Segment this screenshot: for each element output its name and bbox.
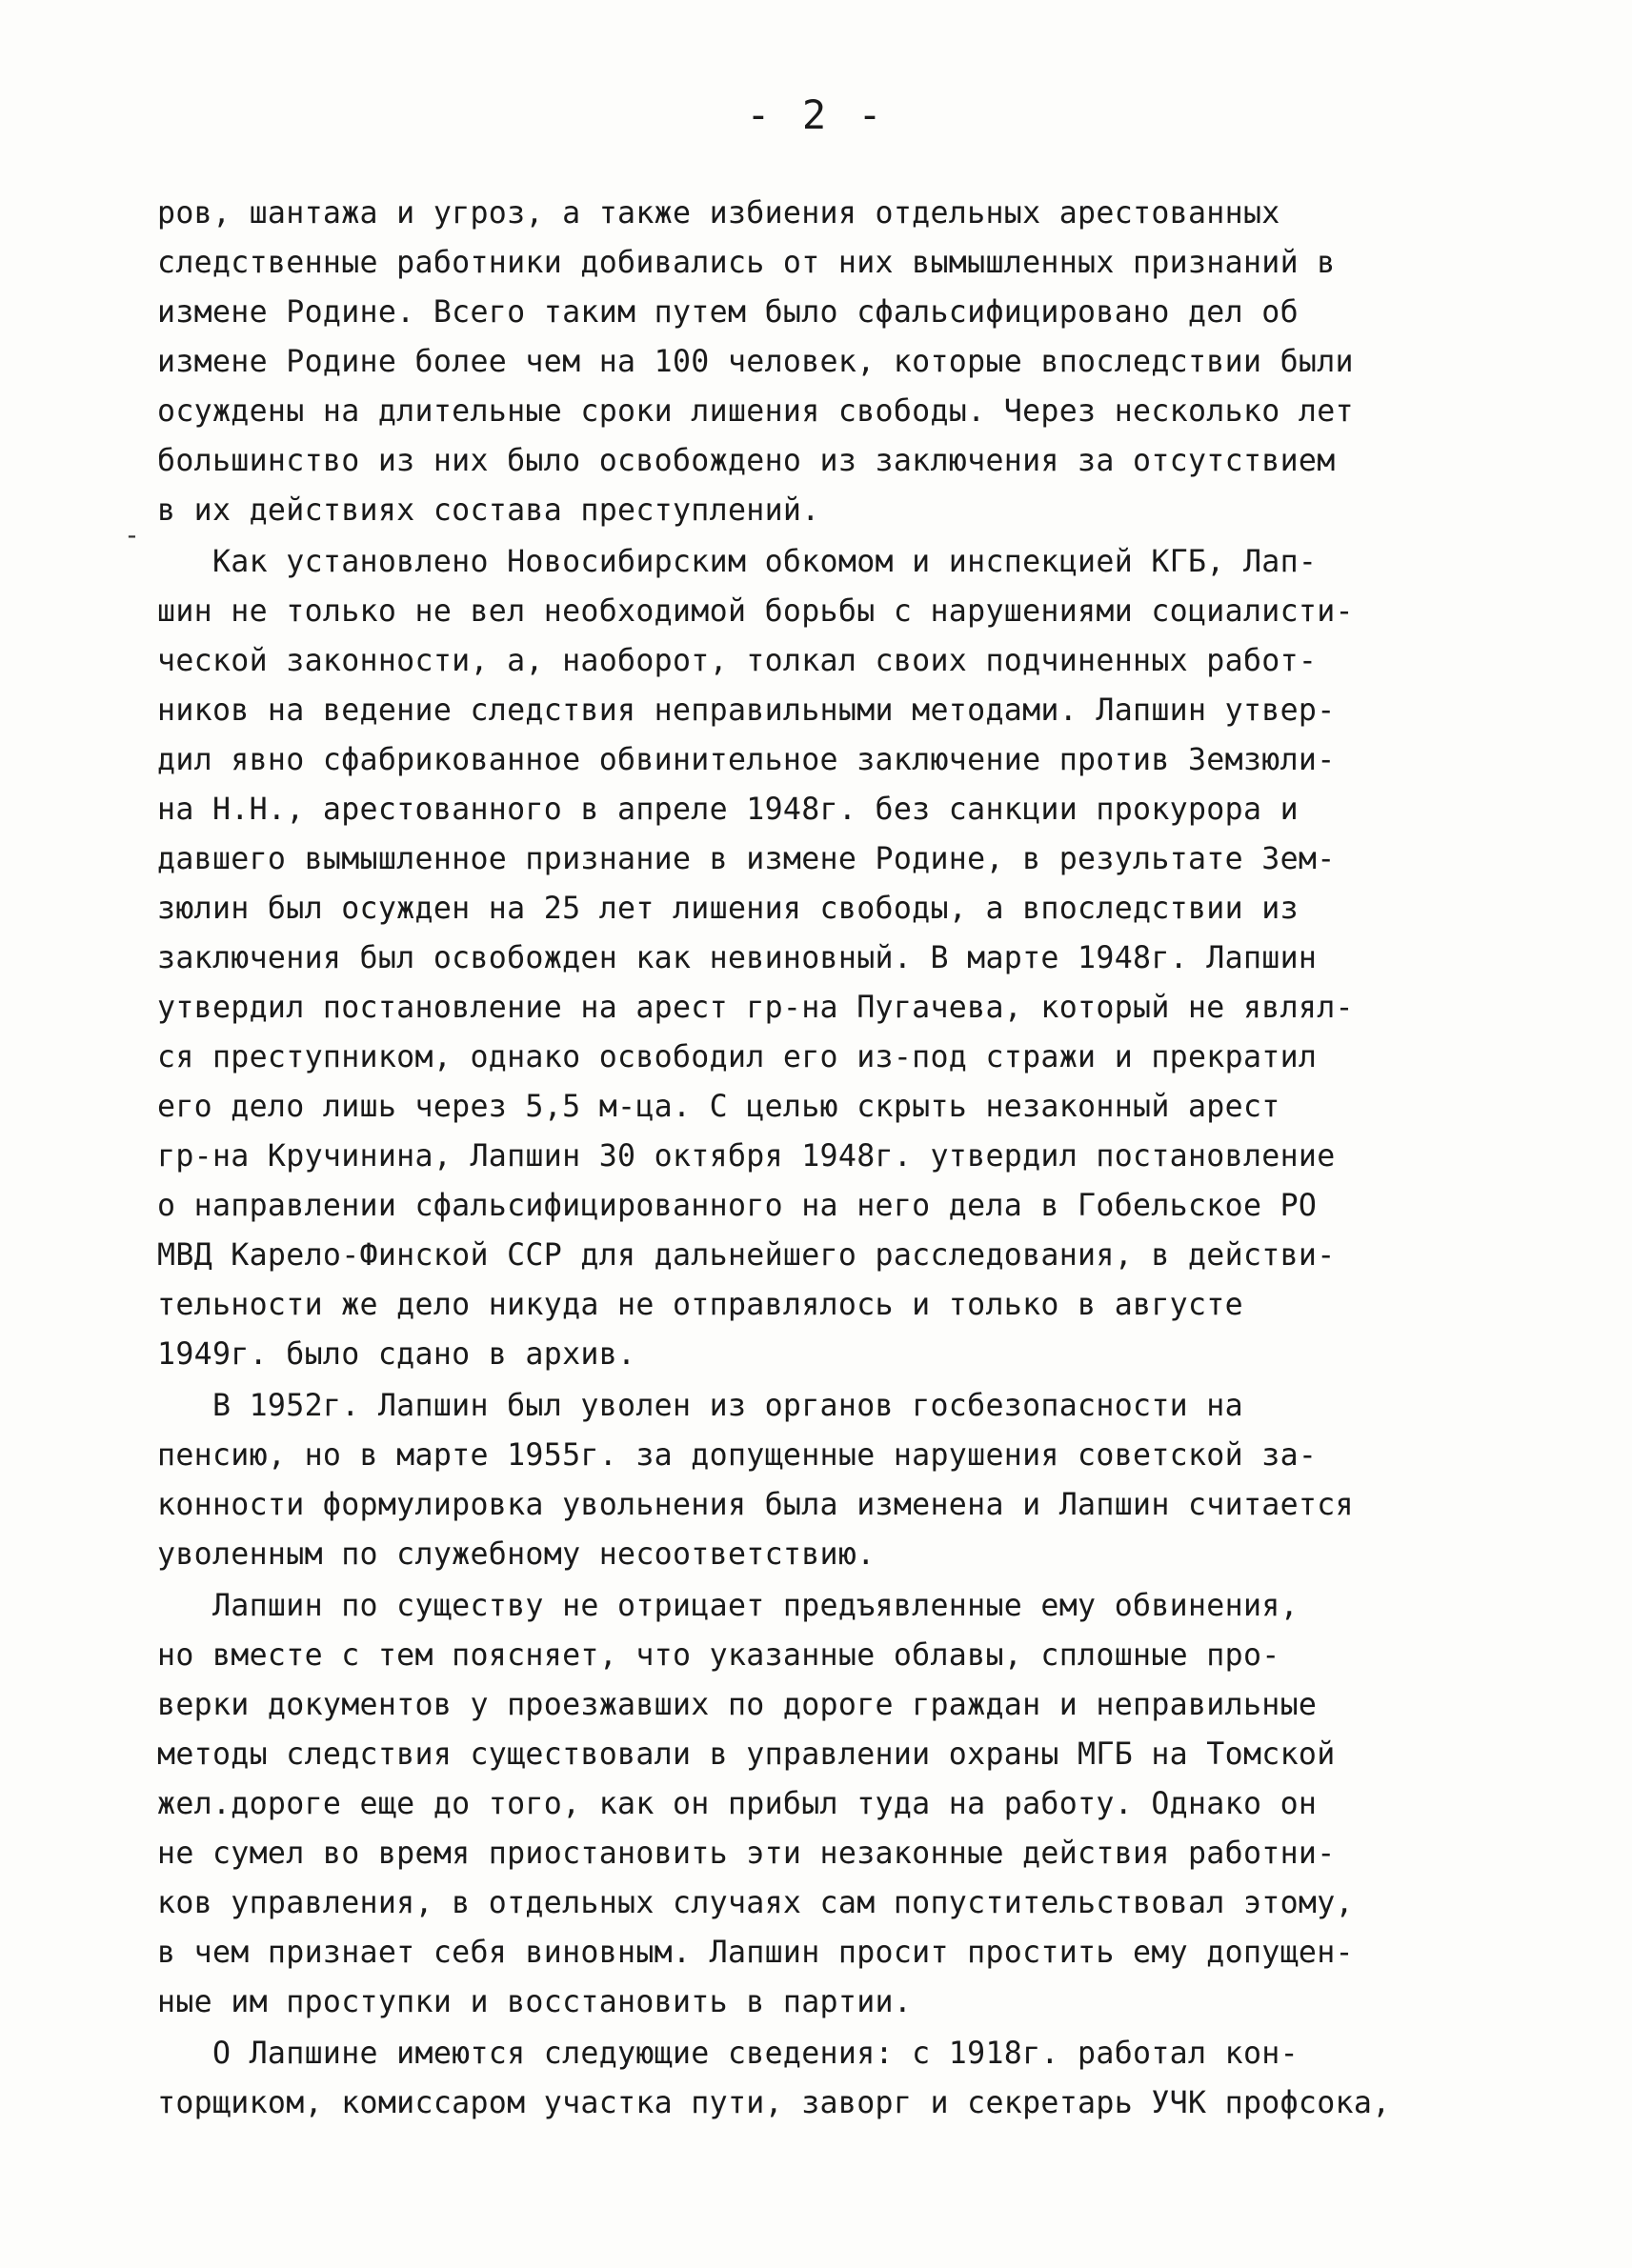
text-line: верки документов у проезжавших по дороге граждан и неправильные — [157, 1688, 1318, 1722]
text-line: давшего вымышленное признание в измене Родине, в результате Зем- — [157, 842, 1336, 876]
text-line: ся преступником, однако освободил его из-под стражи и прекратил — [157, 1040, 1318, 1074]
paragraph — [157, 189, 1491, 535]
text-line: измене Родине. Всего таким путем было сфальсифицировано дел об — [157, 295, 1299, 330]
text-line: уволенным по служебному несоответствию. — [157, 1537, 876, 1572]
text-line: пенсию, но в марте 1955г. за допущенные нарушения советской за- — [157, 1438, 1318, 1473]
text-line: большинство из них было освобождено из заключения за отсутствием — [157, 444, 1336, 478]
text-line: зюлин был осужден на 25 лет лишения свободы, а впоследствии из — [157, 892, 1299, 926]
text-line: следственные работники добивались от них вымышленных признаний в — [157, 246, 1336, 280]
margin-dash-mark: - — [124, 519, 140, 551]
text-line: в их действиях состава преступлений. — [157, 493, 820, 528]
text-line: ков управления, в отдельных случаях сам попустительствовал этому, — [157, 1886, 1354, 1920]
text-line: ные им проступки и восстановить в партии. — [157, 1985, 913, 2019]
text-line: ров, шантажа и угроз, а также избиения отдельных арестованных — [157, 196, 1280, 231]
page-number: - 2 - — [746, 91, 886, 138]
text-line: Лапшин по существу не отрицает предъявленные ему обвинения, — [157, 1589, 1299, 1623]
text-line: в чем признает себя виновным. Лапшин просит простить ему допущен- — [157, 1936, 1354, 1970]
text-line: его дело лишь через 5,5 м-ца. С целью скрыть незаконный арест — [157, 1090, 1280, 1124]
text-line: шин не только не вел необходимой борьбы с нарушениями социалисти- — [157, 594, 1354, 629]
text-line: утвердил постановление на арест гр-на Пугачева, который не являл- — [157, 991, 1354, 1025]
text-line: методы следствия существовали в управлении охраны МГБ на Томской — [157, 1737, 1336, 1772]
text-line: В 1952г. Лапшин был уволен из органов госбезопасности на — [157, 1389, 1243, 1423]
text-line: о направлении сфальсифицированного на него дела в Гобельское РО — [157, 1189, 1318, 1223]
text-line: МВД Карело-Финской ССР для дальнейшего расследования, в действи- — [157, 1238, 1336, 1273]
document-body — [157, 189, 1491, 2128]
text-line: жел.дороге еще до того, как он прибыл туда на работу. Однако он — [157, 1787, 1318, 1821]
text-line: гр-на Кручинина, Лапшин 30 октября 1948г. утвердил постановление — [157, 1139, 1336, 1174]
text-line: на Н.Н., арестованного в апреле 1948г. без санкции прокурора и — [157, 793, 1299, 827]
text-line: тельности же дело никуда не отправлялось и только в августе — [157, 1288, 1243, 1322]
paragraph — [157, 1381, 1491, 1579]
text-line: осуждены на длительные сроки лишения свободы. Через несколько лет — [157, 394, 1354, 429]
text-line: дил явно сфабрикованное обвинительное заключение против Земзюли- — [157, 743, 1336, 777]
paragraph — [157, 537, 1491, 1379]
text-line: не сумел во время приостановить эти незаконные действия работни- — [157, 1836, 1336, 1871]
text-line: ческой законности, а, наоборот, толкал своих подчиненных работ- — [157, 644, 1318, 678]
text-line: Как установлено Новосибирским обкомом и инспекцией КГБ, Лап- — [157, 545, 1318, 579]
text-line: конности формулировка увольнения была изменена и Лапшин считается — [157, 1488, 1354, 1522]
paragraph — [157, 1581, 1491, 2027]
text-line: ников на ведение следствия неправильными методами. Лапшин утвер- — [157, 693, 1336, 728]
text-line: О Лапшине имеются следующие сведения: с 1918г. работал кон- — [157, 2037, 1299, 2071]
paragraph — [157, 2029, 1491, 2128]
text-line: 1949г. было сдано в архив. — [157, 1337, 636, 1372]
text-line: заключения был освобожден как невиновный. В марте 1948г. Лапшин — [157, 941, 1318, 975]
text-line: торщиком, комиссаром участка пути, заворг и секретарь УЧК профсока, — [157, 2086, 1391, 2120]
text-line: измене Родине более чем на 100 человек, которые впоследствии были — [157, 345, 1354, 379]
text-line: но вместе с тем поясняет, что указанные облавы, сплошные про- — [157, 1638, 1280, 1673]
